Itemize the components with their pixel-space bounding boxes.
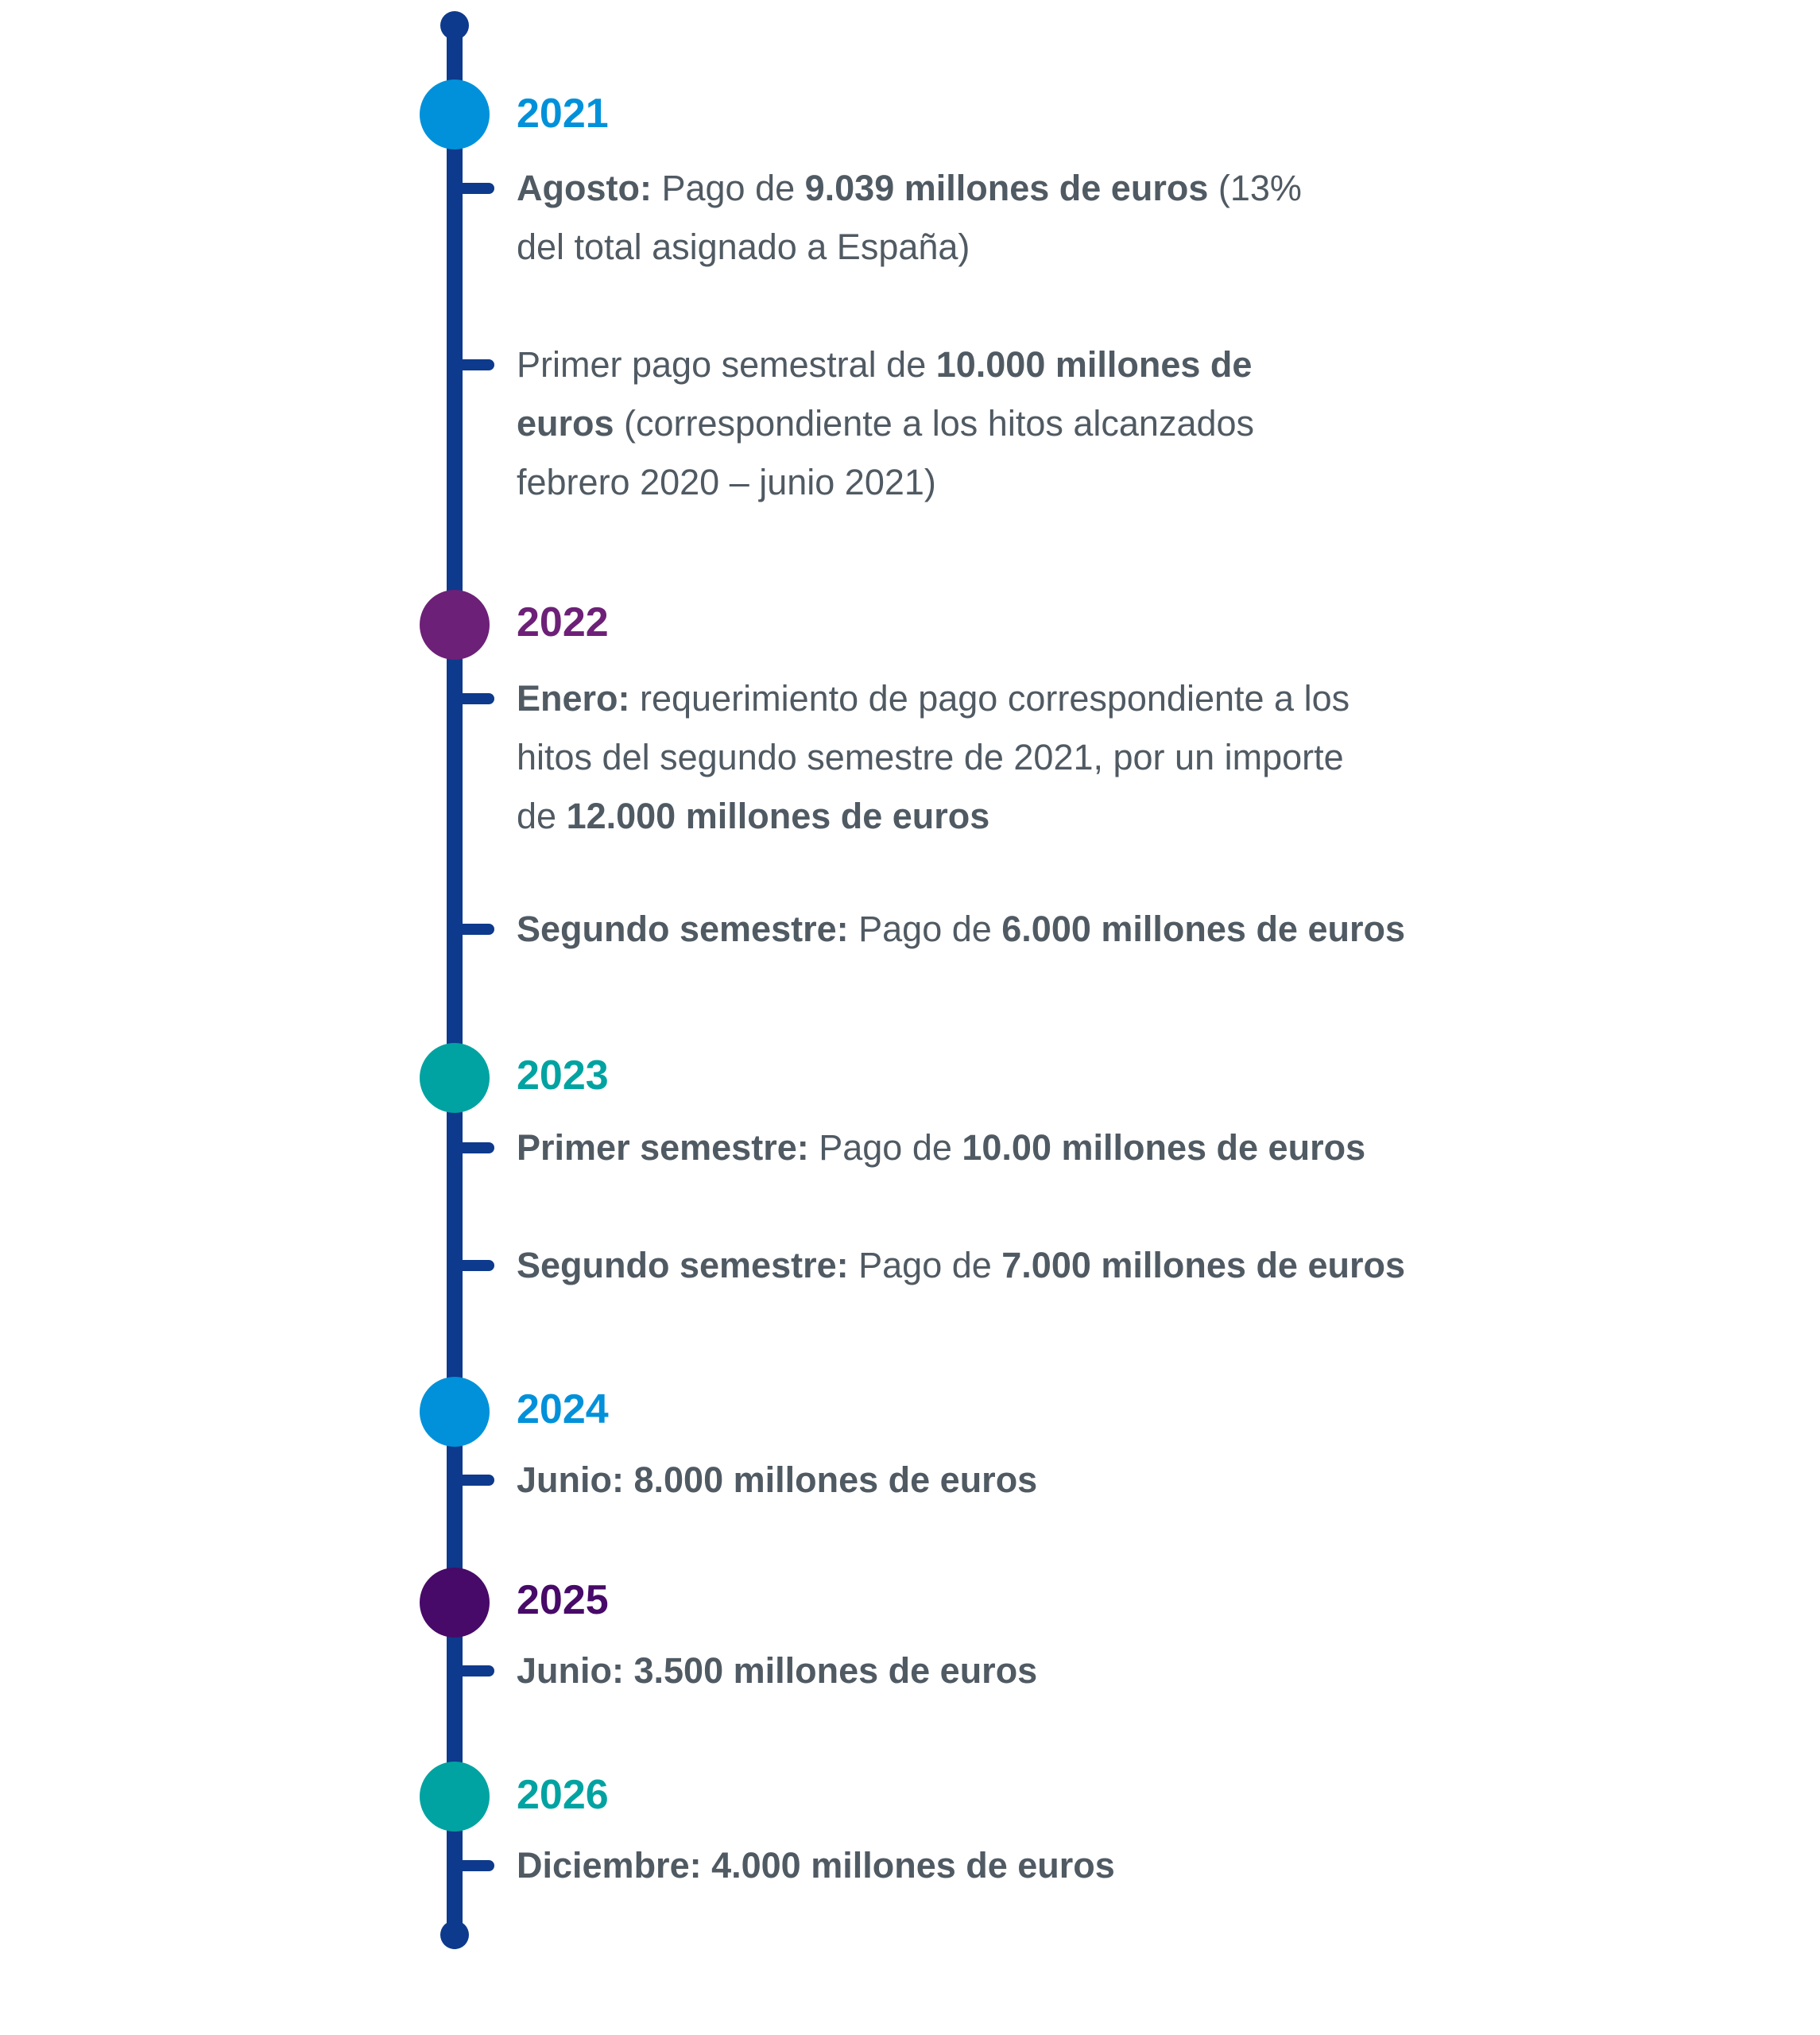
year-node-2022	[420, 590, 490, 660]
timeline-tick	[455, 1665, 494, 1676]
timeline-entry	[517, 900, 1405, 959]
entry-text-run: del total asignado a España)	[517, 227, 970, 267]
timeline-tick	[455, 1260, 494, 1271]
year-label: 2023	[517, 1052, 609, 1099]
timeline-entry	[517, 1118, 1365, 1177]
entry-bold-text: 10.00 millones de euros	[962, 1127, 1366, 1168]
timeline-tick	[455, 924, 494, 935]
timeline-tick	[455, 359, 494, 370]
entry-text-run: requerimiento de pago correspondiente a los	[629, 678, 1350, 719]
entry-text-run: hitos del segundo semestre de 2021, por un importe	[517, 737, 1344, 777]
entry-bold-text: 7.000 millones de euros	[1001, 1245, 1406, 1285]
timeline-entry	[517, 669, 1350, 846]
entry-text-run: Pago de	[808, 1127, 962, 1168]
timeline-axis	[447, 25, 463, 1949]
entry-bold-text: 10.000 millones de	[935, 344, 1253, 385]
timeline-tick	[455, 1142, 494, 1153]
timeline-tick	[455, 183, 494, 194]
timeline-entry	[517, 1836, 1115, 1895]
timeline-tick	[455, 693, 494, 704]
timeline-tick	[455, 1475, 494, 1486]
year-node-2026	[420, 1762, 490, 1832]
entry-text-run: Pago de	[651, 168, 805, 208]
entry-bold-text: Agosto:	[517, 168, 652, 208]
timeline-end-cap	[440, 1921, 469, 1949]
timeline-entry	[517, 1451, 1037, 1510]
entry-bold-text: Junio: 8.000 millones de euros	[517, 1459, 1038, 1500]
year-node-2024	[420, 1377, 490, 1447]
entry-bold-text: Enero:	[517, 678, 630, 719]
entry-text-run: (13%	[1208, 168, 1302, 208]
timeline-entry	[517, 159, 1302, 277]
year-label: 2025	[517, 1577, 609, 1623]
year-label: 2026	[517, 1772, 609, 1818]
entry-bold-text: 6.000 millones de euros	[1001, 909, 1406, 949]
year-node-2023	[420, 1043, 490, 1113]
entry-bold-text: Junio: 3.500 millones de euros	[517, 1650, 1038, 1691]
timeline-entry	[517, 1236, 1405, 1295]
entry-bold-text: 9.039 millones de euros	[804, 168, 1209, 208]
timeline-tick	[455, 1860, 494, 1871]
entry-text-run: Pago de	[848, 1245, 1002, 1285]
year-label: 2024	[517, 1386, 609, 1432]
entry-text-run: Pago de	[848, 909, 1002, 949]
year-node-2025	[420, 1568, 490, 1638]
entry-text-run: febrero 2020 – junio 2021)	[517, 462, 936, 502]
year-label: 2022	[517, 599, 609, 645]
timeline-entry	[517, 335, 1254, 512]
timeline-start-cap	[440, 11, 469, 40]
year-label: 2021	[517, 91, 609, 137]
entry-bold-text: euros	[517, 403, 614, 444]
year-node-2021	[420, 79, 490, 149]
entry-text-run: de	[517, 796, 567, 836]
entry-bold-text: Segundo semestre:	[517, 909, 849, 949]
entry-bold-text: Segundo semestre:	[517, 1245, 849, 1285]
entry-bold-text: 12.000 millones de euros	[566, 796, 990, 836]
entry-bold-text: Diciembre: 4.000 millones de euros	[517, 1845, 1115, 1886]
entry-bold-text: Primer semestre:	[517, 1127, 809, 1168]
entry-text-run: Primer pago semestral de	[517, 344, 936, 385]
timeline-entry	[517, 1642, 1037, 1700]
entry-text-run: (correspondiente a los hitos alcanzados	[614, 403, 1255, 444]
